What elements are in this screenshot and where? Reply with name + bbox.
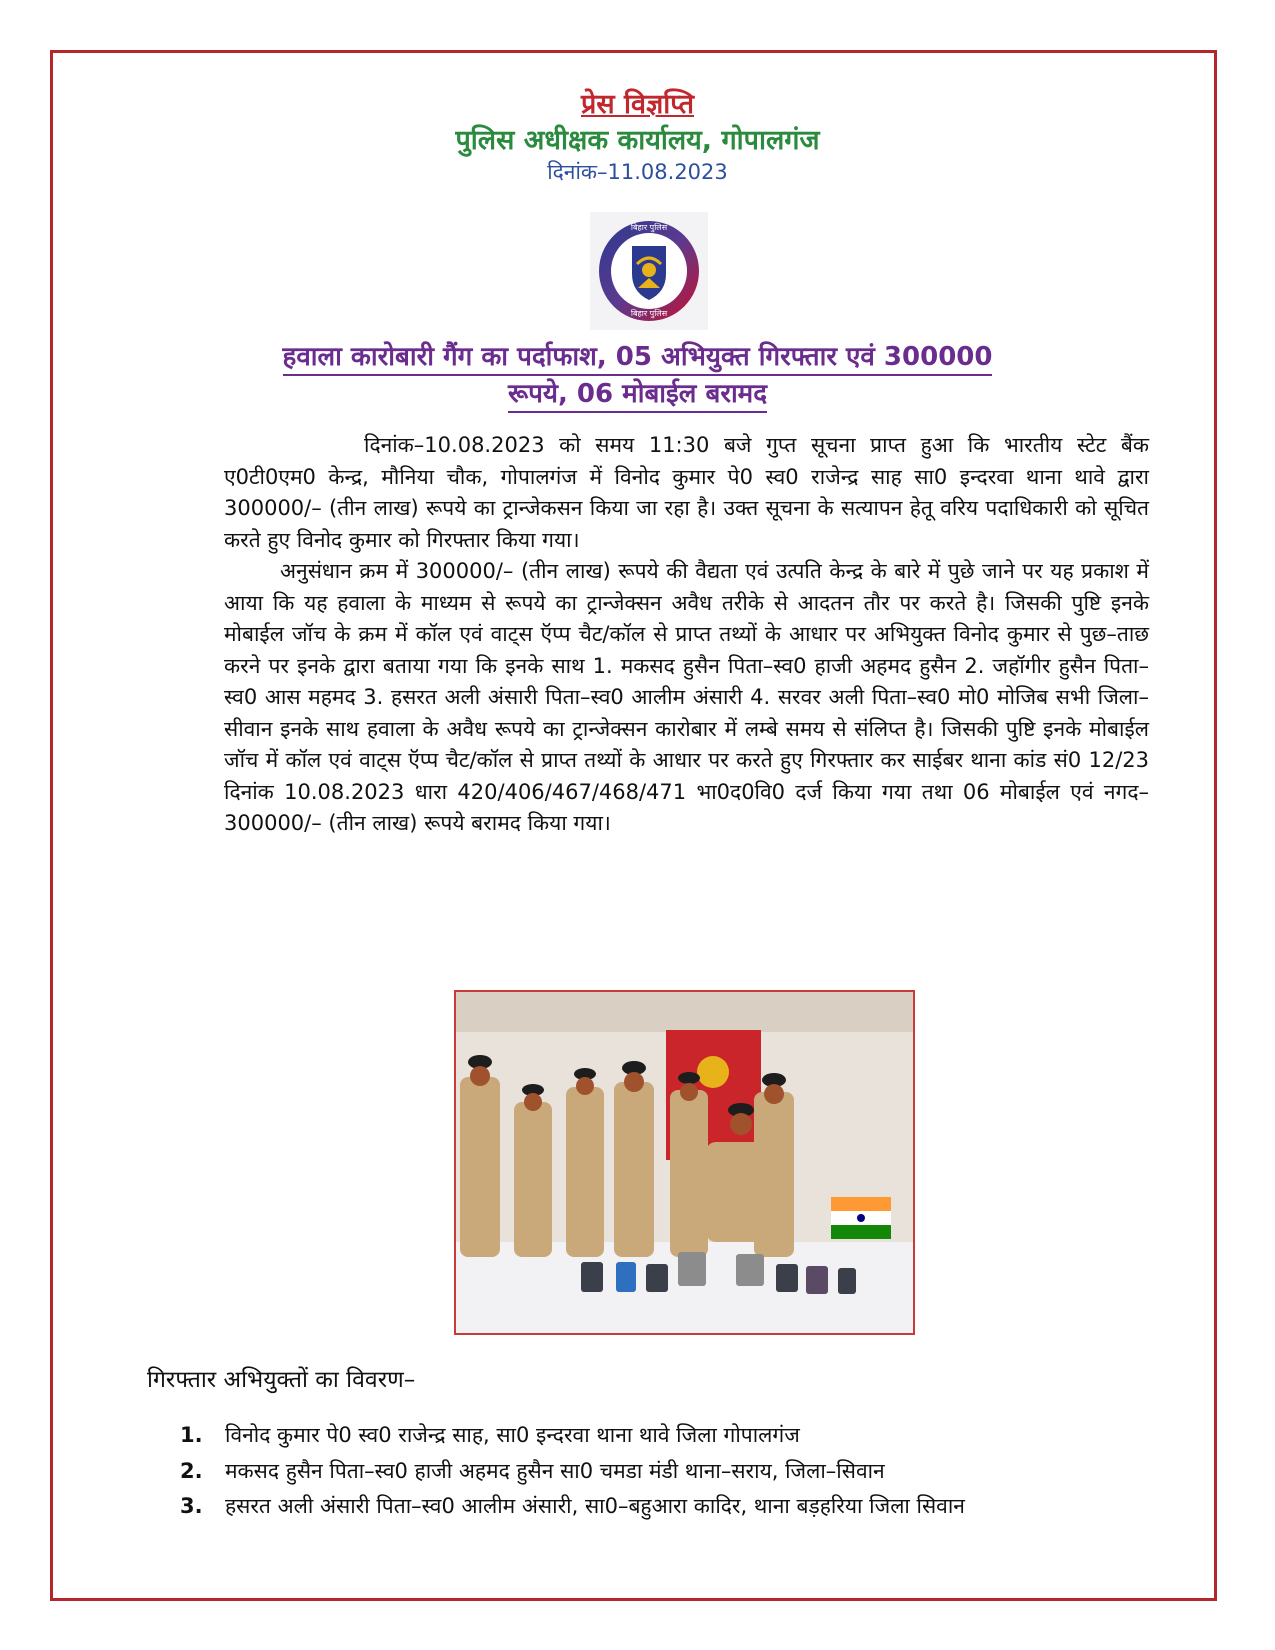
list-item	[180, 1420, 1155, 1452]
list-number: 3.	[180, 1494, 203, 1518]
list-item	[180, 1456, 1155, 1488]
accused-list	[180, 1420, 1155, 1527]
paragraph-2: अनुसंधान क्रम में 300000/– (तीन लाख) रूपये की वैद्यता एवं उत्पति केन्द्र के बारे में पुछे जाने पर यह प्रकाश में आया कि यह हवाला के माध्यम से रूपये का ट्रान्जेक्सन अवैध तरीके से आदतन तौर पर करते है। जिसकी पुष्टि इनके मोबाईल जॉच के क्रम में कॉल एवं वाट्स ऍप्प चैट/कॉल से प्राप्त तथ्यों के आधार पर अभियुक्त विनोद कुमार से पुछ–ताछ करने पर इनके द्वारा बताया गया कि इनके साथ 1. मकसद हुसैन पिता–स्व0 हाजी अहमद हुसैन 2. जहॉगीर हुसैन पिता–स्व0 आस महमद 3. हसरत अली अंसारी पिता–स्व0 आलीम अंसारी 4. सरवर अली पिता–स्व0 मो0 मोजिब सभी जिला–सीवान इनके साथ हवाला के अवैध रूपये का ट्रान्जेक्सन कारोबार में लम्बे समय से संलिप्त है। जिसकी पुष्टि इनके मोबाईल जॉच में कॉल एवं वाट्स ऍप्प चैट/कॉल से प्राप्त तथ्यों के आधार पर करते हुए गिरफ्तार कर साईबर थाना कांड सं0 12/23 दिनांक 10.08.2023 धारा 420/406/467/468/471 भा0द0वि0 दर्ज किया गया तथा 06 मोबाईल एवं नगद–300000/– (तीन लाख) रूपये बरामद किया गया।	[224, 559, 1149, 835]
list-number: 2.	[180, 1458, 203, 1483]
accused-details-heading: गिरफ्तार अभियुक्तों का विवरण–	[147, 1367, 416, 1393]
office-heading: पुलिस अधीक्षक कार्यालय, गोपालगंज	[455, 125, 820, 156]
svg-text:बिहार पुलिस: बिहार पुलिस	[630, 309, 668, 318]
release-date: दिनांक–11.08.2023	[547, 160, 728, 184]
list-number: 1.	[180, 1423, 203, 1447]
list-text: हसरत अली अंसारी पिता–स्व0 आलीम अंसारी, सा0–बहुआरा कादिर, थाना बड़हरिया जिला सिवान	[225, 1494, 965, 1518]
paragraph-1: दिनांक–10.08.2023 को समय 11:30 बजे गुप्त सूचना प्राप्त हुआ कि भारतीय स्टेट बैंक ए0टी0एम0 केन्द्र, मौनिया चौक, गोपालगंज में विनोद कुमार पे0 स्व0 राजेन्द्र साह सा0 इन्दरवा थाना थावे द्वारा 300000/– (तीन लाख) रूपये का ट्रान्जेकसन किया जा रहा है। उक्त सूचना के सत्यापन हेतू वरिय पदाधिकारी को सूचित करते हुए विनोद कुमार को गिरफ्तार किया गया।	[224, 433, 1149, 552]
list-item	[180, 1491, 1155, 1523]
list-text: विनोद कुमार पे0 स्व0 राजेन्द्र साह, सा0 इन्दरवा थाना थावे जिला गोपालगंज	[225, 1423, 800, 1447]
headline-line-1: हवाला कारोबारी गैंग का पर्दाफाश, 05 अभियुक्त गिरफ्तार एवं 300000	[150, 340, 1125, 374]
list-text: मकसद हुसैन पिता–स्व0 हाजी अहमद हुसैन सा0 चमडा मंडी थाना–सराय, जिला–सिवान	[225, 1458, 885, 1483]
svg-text:बिहार पुलिस: बिहार पुलिस	[630, 223, 668, 232]
arrest-photo	[454, 990, 915, 1335]
headline-line-2: रूपये, 06 मोबाईल बरामद	[150, 377, 1125, 411]
bihar-police-logo	[590, 212, 708, 330]
press-body	[224, 430, 1149, 840]
press-release-heading: प्रेस विज्ञप्ति	[580, 89, 695, 120]
